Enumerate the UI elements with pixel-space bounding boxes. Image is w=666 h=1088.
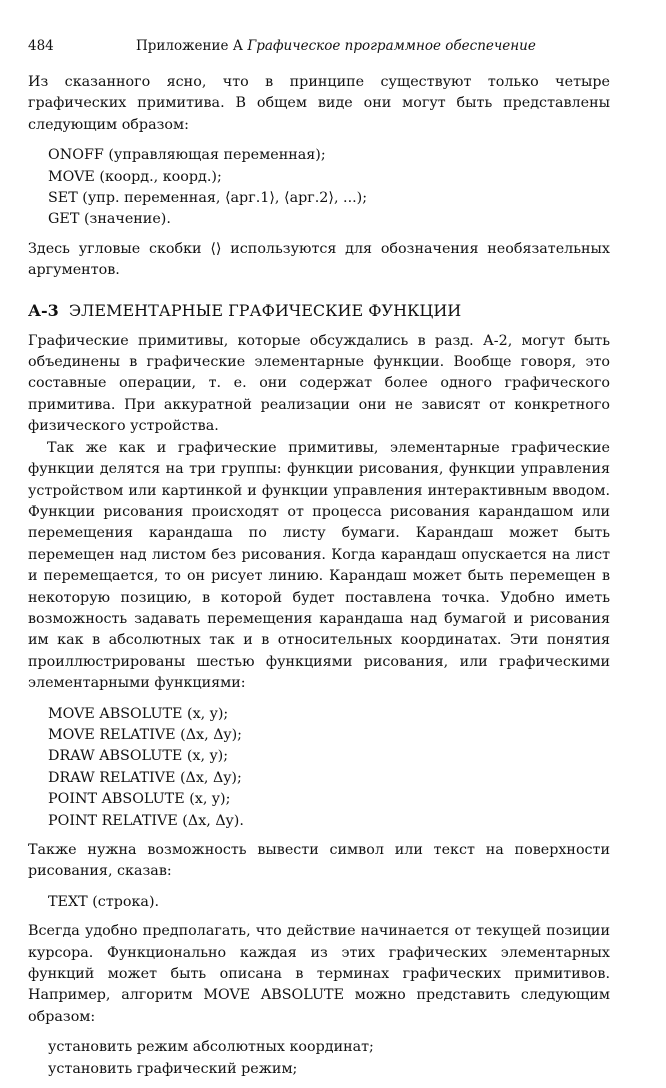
section-heading: [28, 301, 610, 320]
primitive-line: SET (упр. переменная, ⟨арг.1⟩, ⟨арг.2⟩, ...);: [48, 190, 368, 207]
primitive-line: MOVE (коорд., коорд.);: [48, 168, 222, 185]
paragraph: Графические примитивы, которые обсуждались в разд. А-2, могут быть объединены в графические элементарные функции. Вообще говоря, это составные операции, т. е. они содержат более одного графического примитива. При аккуратной реализации они не зависят от конкретного физического устройства.: [28, 332, 610, 435]
page-number: 484: [28, 38, 54, 54]
draw-function-line: DRAW RELATIVE (Δx, Δy);: [48, 769, 242, 786]
draw-function-line: MOVE ABSOLUTE (x, y);: [48, 705, 229, 722]
appendix-label: Приложение А: [136, 38, 244, 54]
running-title: [136, 38, 536, 54]
draw-function-line: POINT ABSOLUTE (x, y);: [48, 791, 231, 808]
section-title: ЭЛЕМЕНТАРНЫЕ ГРАФИЧЕСКИЕ ФУНКЦИИ: [68, 300, 462, 320]
book-page: [28, 38, 610, 1088]
draw-function-line: POINT RELATIVE (Δx, Δy).: [48, 812, 244, 829]
algorithm-step: установить графический режим;: [48, 1060, 298, 1077]
paragraph: Так же как и графические примитивы, элементарные графические функции делятся на три группы: функции рисования, функции управления устройством или картинкой и функции управления интерактивным вводом. Функции рисования происходят от процесса рисования карандашом или перемещения карандаша по листу бумаги. Карандаш может быть перемещен над листом без рисования. Когда карандаш опускается на лист и перемещается, то он рисует линию. Карандаш может быть перемещен в некоторую позицию, в которой будет поставлена точка. Удобно иметь возможность задавать перемещения карандаша над бумагой и рисования им как в абсолютных так и в относительных координатах. Эти понятия проиллюстрированы шестью функциями рисования, или графическими элементарными функциями:: [28, 439, 610, 692]
primitives-list: [48, 145, 610, 231]
draw-function-line: MOVE RELATIVE (Δx, Δy);: [48, 726, 242, 743]
intro-paragraph: Из сказанного ясно, что в принципе существуют только четыре графических примитива. В общем виде они могут быть представлены следующим образом:: [28, 74, 610, 133]
paragraph: Всегда удобно предполагать, что действие начинается от текущей позиции курсора. Функционально каждая из этих графических элементарных функций может быть описана в терминах графических примитивов. Например, алгоритм MOVE ABSOLUTE можно представить следующим образом:: [28, 923, 610, 1025]
text-intro: Также нужна возможность вывести символ или текст на поверхности рисования, сказав:: [28, 842, 610, 880]
text-function-line: TEXT (строка).: [48, 893, 160, 910]
algorithm-step: установить режим абсолютных координат;: [48, 1039, 374, 1056]
text-function: [48, 892, 610, 913]
primitive-line: GET (значение).: [48, 211, 171, 228]
algorithm-steps: [48, 1037, 610, 1080]
draw-functions-list: [48, 704, 610, 832]
primitive-line: ONOFF (управляющая переменная);: [48, 147, 326, 164]
draw-function-line: DRAW ABSOLUTE (x, y);: [48, 748, 229, 765]
brackets-note: Здесь угловые скобки ⟨⟩ используются для обозначения необязательных аргументов.: [28, 240, 610, 279]
running-header: [28, 38, 610, 54]
section-number: А-3: [28, 300, 59, 320]
appendix-title: Графическое программное обеспечение: [247, 38, 536, 54]
